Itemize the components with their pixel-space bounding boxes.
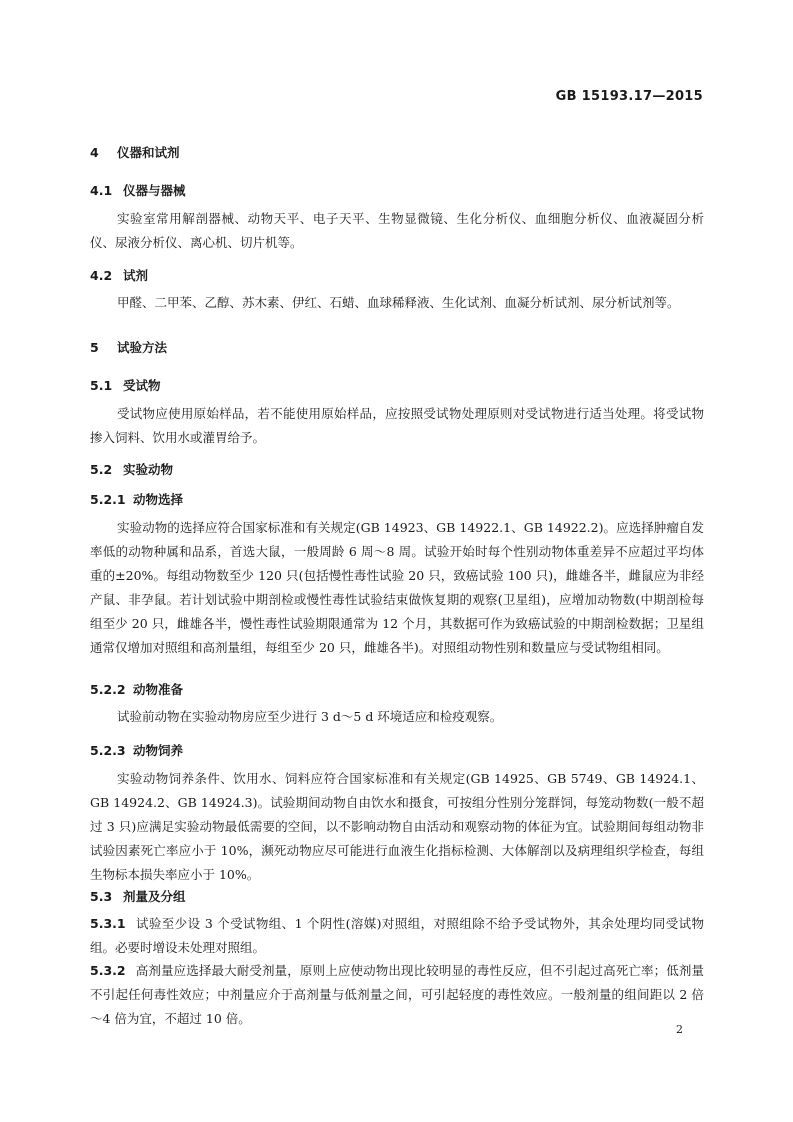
heading-title: 试剂 <box>123 268 149 283</box>
heading-number: 4.1 <box>90 183 113 198</box>
heading-title: 仪器与器械 <box>123 183 186 198</box>
standard-code: GB 15193.17—2015 <box>555 89 703 104</box>
heading-number: 5.2.2 <box>90 682 126 697</box>
heading-5-2-3 <box>90 741 704 759</box>
heading-title: 仪器和试剂 <box>117 145 180 160</box>
clause-number: 5.3.1 <box>90 916 126 931</box>
heading-number: 5.2.3 <box>90 743 126 758</box>
page-number: 2 <box>676 1023 683 1036</box>
paragraph-5-1: 受试物应使用原始样品，若不能使用原始样品，应按照受试物处理原则对受试物进行适当处理。将受试物掺入饲料、饮用水或灌胃给予。 <box>90 406 704 445</box>
paragraph-5-2-3: 实验动物饲养条件、饮用水、饲料应符合国家标准和有关规定(GB 14925、GB 5749、GB 14924.1、GB 14924.2、GB 14924.3)。试验期间动物自由饮水和摄食，可按组分性别分笼群饲，每笼动物数(一般不超过 3 只)应满足实验动物最低需要的空间，以不影响动物自由活动和观察动物的体征为宜。试验期间每组动物非试验因素死亡率应小于 10%，濒死动物应尽可能进行血液生化指标检测、大体解剖以及病理组织学检查，每组生物标本损失率应小于 10%。 <box>90 771 704 882</box>
paragraph-4-1: 实验室常用解剖器械、动物天平、电子天平、生物显微镜、生化分析仪、血细胞分析仪、血液凝固分析仪、尿液分析仪、离心机、切片机等。 <box>90 211 704 250</box>
heading-number: 5 <box>90 340 99 355</box>
heading-number: 4 <box>90 145 99 160</box>
clause-text: 高剂量应选择最大耐受剂量，原则上应使动物出现比较明显的毒性反应，但不引起过高死亡率；低剂量不引起任何毒性效应；中剂量应介于高剂量与低剂量之间，可引起轻度的毒性效应。一般剂量的组间距以 2 倍～4 倍为宜，不超过 10 倍。 <box>90 963 704 1026</box>
heading-title: 试验方法 <box>117 340 168 355</box>
heading-5-3 <box>90 887 704 905</box>
heading-title: 实验动物 <box>123 462 174 477</box>
heading-number: 5.2 <box>90 462 113 477</box>
paragraph-5-2-2: 试验前动物在实验动物房应至少进行 3 d～5 d 环境适应和检疫观察。 <box>117 709 503 724</box>
heading-number: 5.1 <box>90 378 113 393</box>
heading-5-1 <box>90 376 704 394</box>
heading-4-1 <box>90 181 704 199</box>
heading-5-2-2 <box>90 680 704 698</box>
clause-number: 5.3.2 <box>90 963 126 978</box>
heading-5-2-1 <box>90 490 704 508</box>
heading-5 <box>90 338 704 356</box>
heading-title: 剂量及分组 <box>123 889 186 904</box>
paragraph-5-2-1: 实验动物的选择应符合国家标准和有关规定(GB 14923、GB 14922.1、GB 14922.2)。应选择肿瘤自发率低的动物种属和品系，首选大鼠，一般周龄 6 周～8 周。试验开始时每个性别动物体重差异不应超过平均体重的±20%。每组动物数至少 120 只(包括慢性毒性试验 20 只，致癌试验 100 只)，雌雄各半，雌鼠应为非经产鼠、非孕鼠。若计划试验中期剖检或慢性毒性试验结束做恢复期的观察(卫星组)，应增加动物数(中期剖检每组至少 20 只，雌雄各半，慢性毒性试验期限通常为 12 个月，其数据可作为致癌试验的中期剖检数据；卫星组通常仅增加对照组和高剂量组，每组至少 20 只，雌雄各半)。对照组动物性别和数量应与受试物组相同。 <box>90 520 704 655</box>
heading-title: 动物选择 <box>133 492 184 507</box>
heading-title: 受试物 <box>123 378 161 393</box>
clause-5-3-1 <box>90 912 704 960</box>
heading-4 <box>90 143 704 161</box>
heading-4-2 <box>90 266 704 284</box>
heading-number: 4.2 <box>90 268 113 283</box>
heading-number: 5.2.1 <box>90 492 126 507</box>
heading-title: 动物准备 <box>133 682 184 697</box>
heading-title: 动物饲养 <box>133 743 184 758</box>
heading-number: 5.3 <box>90 889 113 904</box>
paragraph-4-2: 甲醛、二甲苯、乙醇、苏木素、伊红、石蜡、血球稀释液、生化试剂、血凝分析试剂、尿分析试剂等。 <box>117 295 680 310</box>
heading-5-2 <box>90 460 704 478</box>
clause-text: 试验至少设 3 个受试物组、1 个阴性(溶媒)对照组，对照组除不给予受试物外，其余处理均同受试物组。必要时增设未处理对照组。 <box>90 916 704 955</box>
clause-5-3-2 <box>90 959 704 1031</box>
